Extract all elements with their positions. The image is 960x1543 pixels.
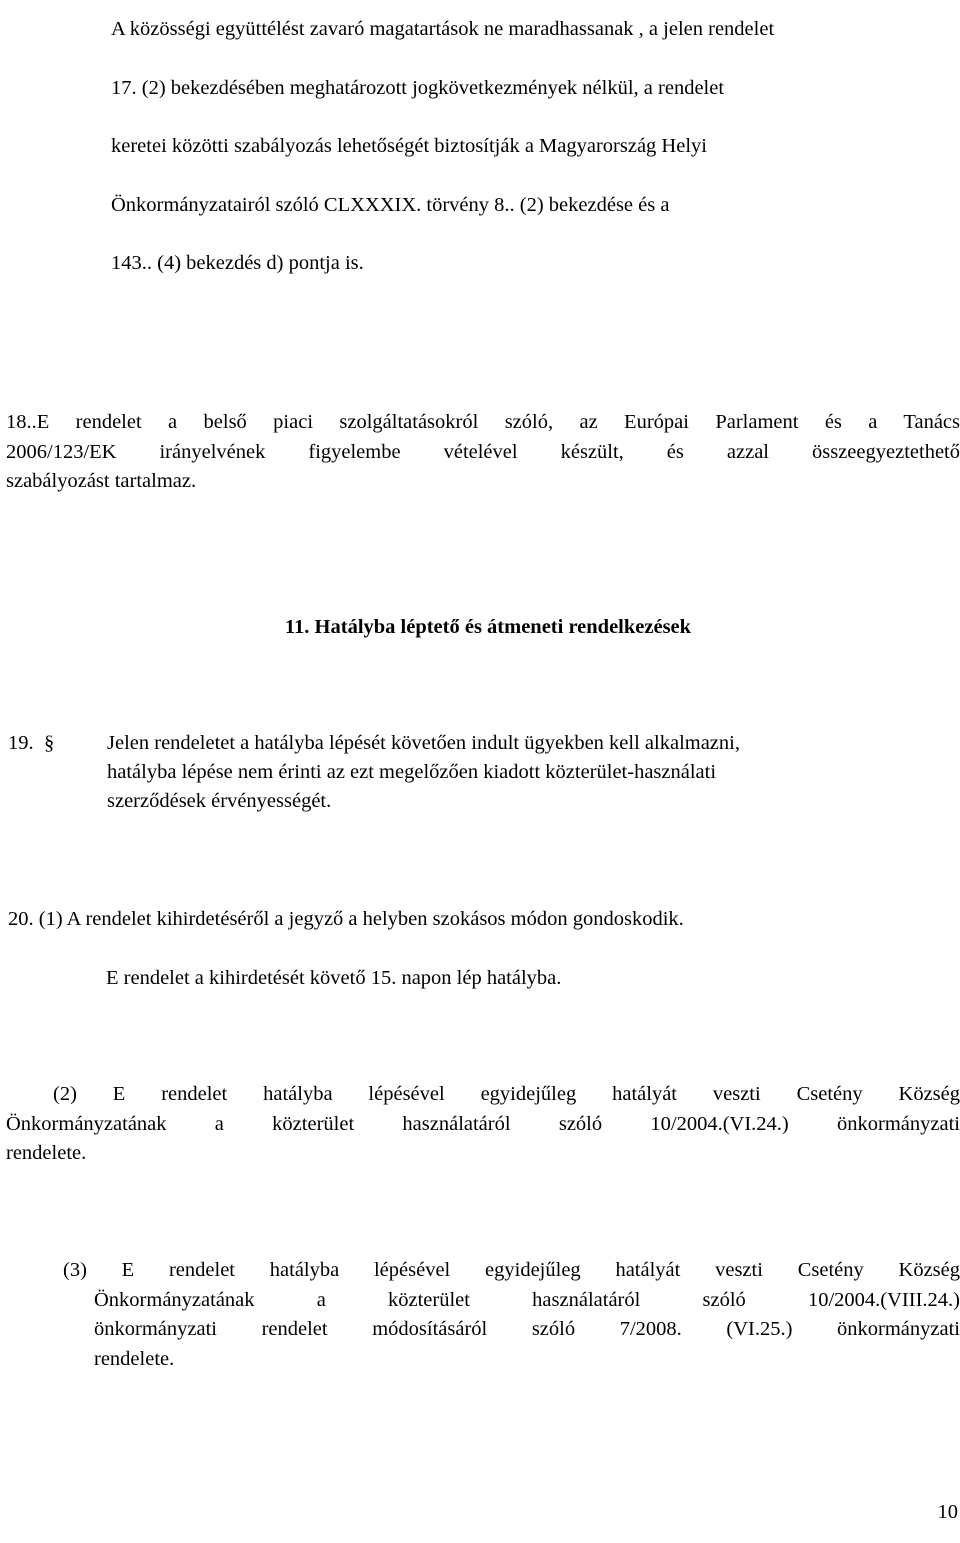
section-heading: 11. Hatályba léptető és átmeneti rendelkezések: [284, 616, 692, 638]
paragraph-line: rendelete.: [94, 1347, 175, 1370]
paragraph-line: 18..E rendelet a belső piaci szolgáltatásokról szóló, az Európai Parlament és a Tanács: [6, 411, 960, 433]
paragraph-line: hatályba lépése nem érinti az ezt megelőzően kiadott közterület-használati: [107, 761, 717, 783]
paragraph-line: keretei közötti szabályozás lehetőségét biztosítják a Magyarország Helyi: [111, 135, 707, 157]
paragraph-19-number: 19.: [8, 732, 34, 754]
paragraph-line: Jelen rendeletet a hatályba lépését követően indult ügyekben kell alkalmazni,: [107, 732, 740, 754]
paragraph-line: 2006/123/EK irányelvének figyelembe vételével készült, és azzal összeegyeztethető: [6, 440, 960, 463]
paragraph-20-2: [6, 1080, 960, 1169]
paragraph-20-1-sentence: E rendelet a kihirdetését követő 15. napon lép hatályba.: [106, 967, 562, 989]
paragraph-line: Önkormányzatairól szóló CLXXXIX. törvény 8.. (2) bekezdése és a: [111, 193, 670, 216]
paragraph-line: szerződések érvényességét.: [107, 790, 332, 812]
section-sign-icon: §: [44, 732, 55, 754]
paragraph-20-1: 20. (1) A rendelet kihirdetéséről a jegyző a helyben szokásos módon gondoskodik.: [8, 908, 684, 930]
paragraph-line: szabályozást tartalmaz.: [6, 470, 197, 492]
paragraph-line: 143.. (4) bekezdés d) pontja is.: [111, 252, 364, 274]
paragraph-19: [107, 729, 907, 816]
paragraph-17-continuation: [111, 0, 831, 293]
paragraph-line: A közösségi együttélést zavaró magatartások ne maradhassanak , a jelen rendelet: [111, 18, 775, 40]
paragraph-18: [6, 408, 960, 497]
paragraph-line: rendelete.: [6, 1142, 87, 1164]
page-number: 10: [937, 1501, 958, 1523]
paragraph-line: (3) E rendelet hatályba lépésével egyidejűleg hatályát veszti Csetény Község: [63, 1259, 960, 1281]
paragraph-20-3: [63, 1256, 960, 1374]
paragraph-line: 17. (2) bekezdésében meghatározott jogkövetkezmények nélkül, a rendelet: [111, 76, 725, 99]
paragraph-line: Önkormányzatának a közterület használatáról szóló 10/2004.(VIII.24.): [94, 1288, 960, 1311]
paragraph-line: Önkormányzatának a közterület használatáról szóló 10/2004.(VI.24.) önkormányzati: [6, 1112, 960, 1135]
paragraph-line: (2) E rendelet hatályba lépésével egyidejűleg hatályát veszti Csetény Község: [53, 1083, 960, 1105]
paragraph-line: önkormányzati rendelet módosításáról szóló 7/2008. (VI.25.) önkormányzati: [94, 1318, 960, 1340]
